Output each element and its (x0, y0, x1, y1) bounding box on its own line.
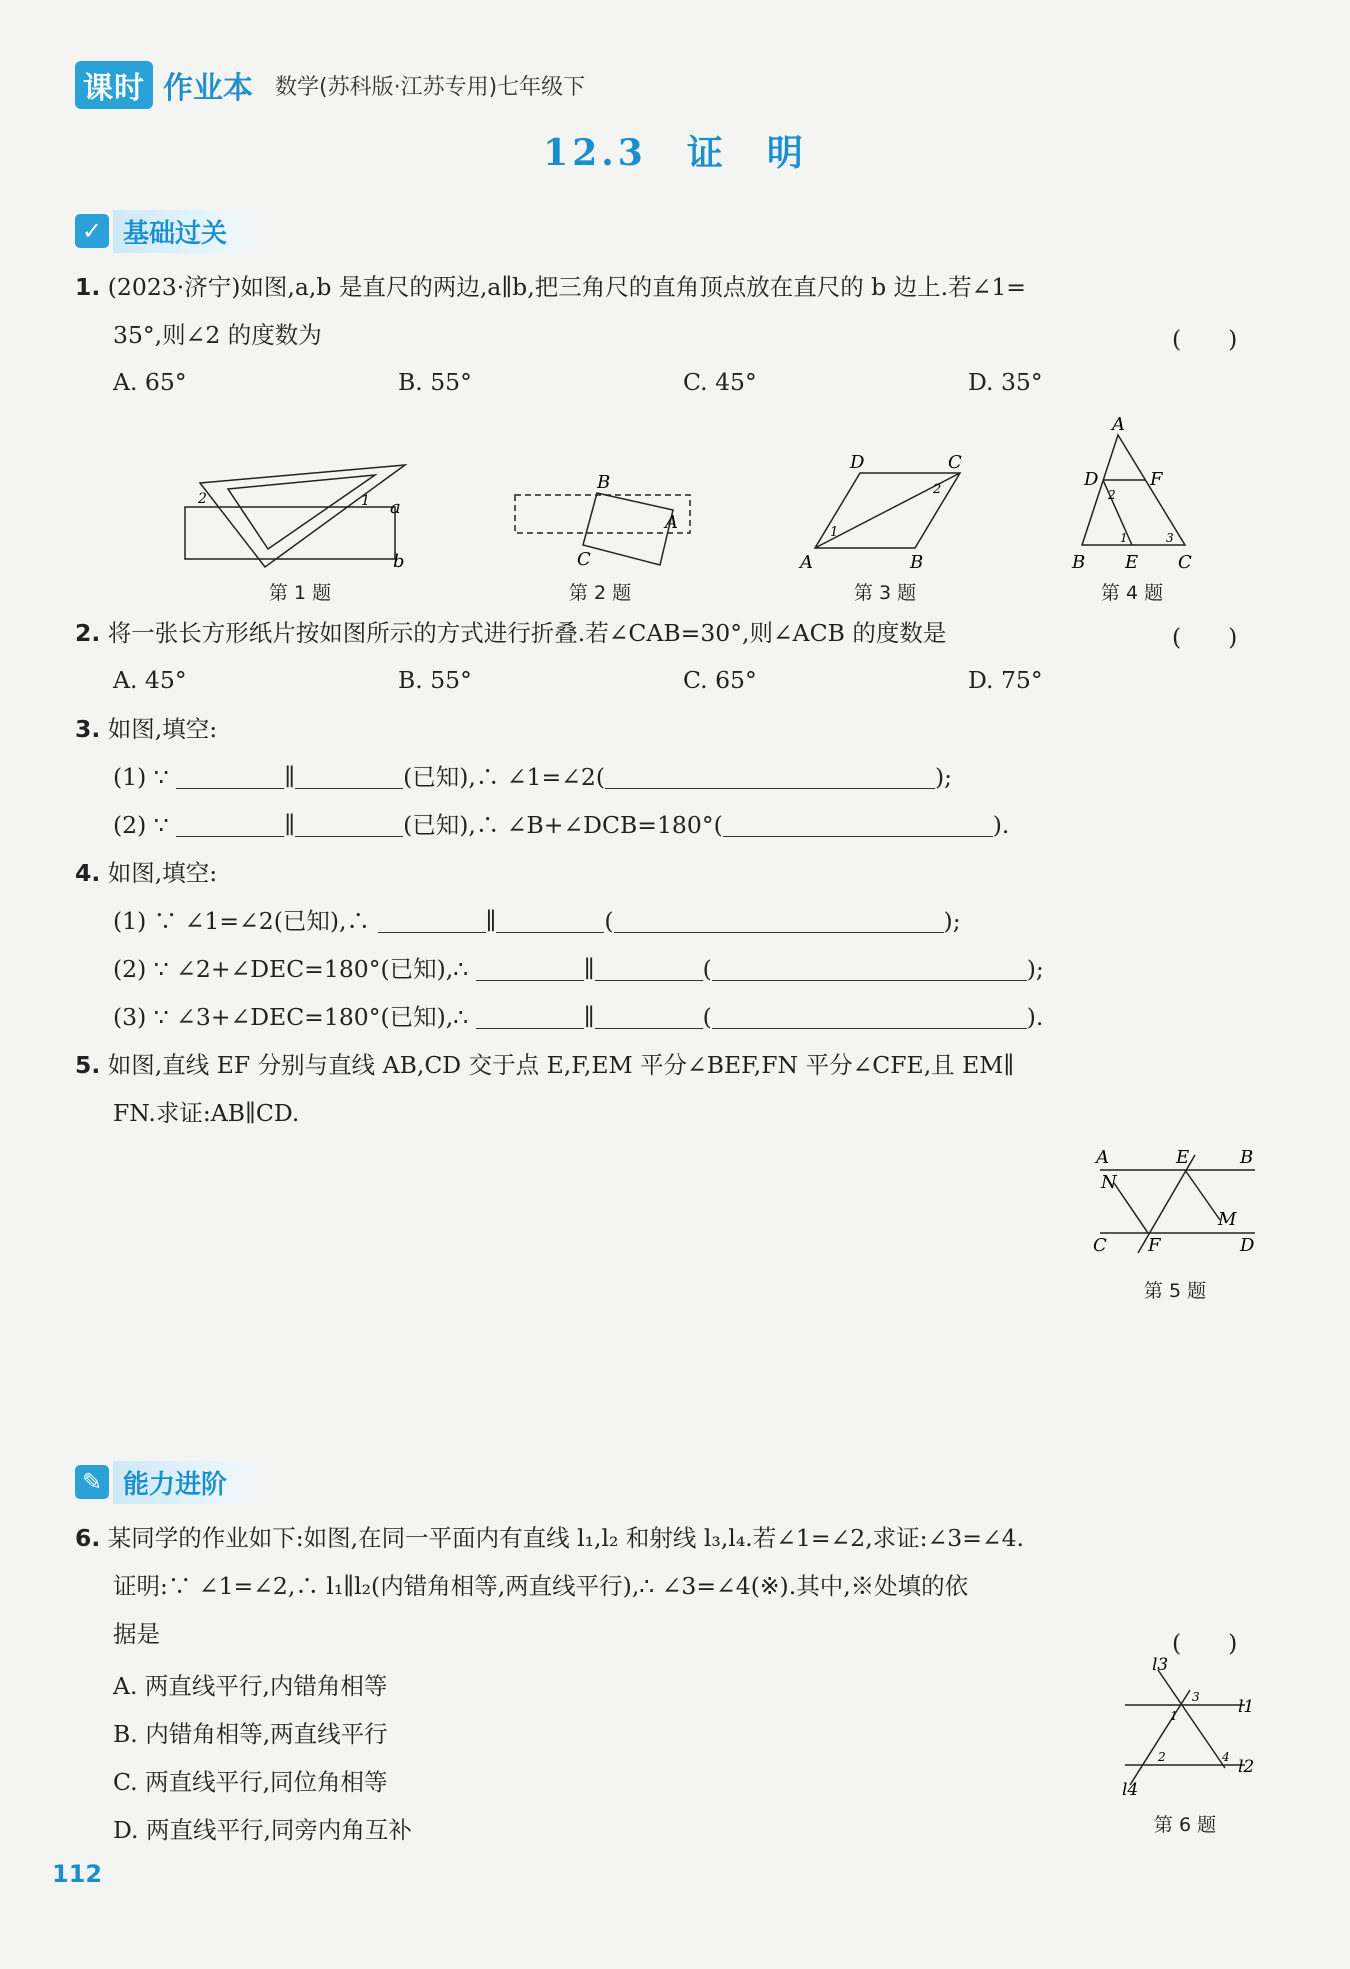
folded-strip-dashed (515, 495, 690, 533)
q4-s1-end: ); (943, 907, 961, 935)
q2-line1 (75, 618, 946, 648)
q3-s2-blank1[interactable] (176, 814, 284, 837)
figure-6-diagram (1110, 1650, 1270, 1795)
fig1-label-b: b (393, 551, 405, 572)
q6-option-d: D. 两直线平行,同旁内角互补 (113, 1816, 412, 1844)
q4-s1-pre: (1) ∵ ∠1=∠2(已知),∴ (113, 907, 371, 935)
q1-answer-paren: ( ) (1172, 325, 1238, 353)
q1-line2: 35°,则∠2 的度数为 (113, 321, 322, 349)
q4-line1 (75, 858, 217, 888)
q4-s3-end: ). (1026, 1003, 1044, 1031)
pencil-icon: ✎ (75, 1465, 109, 1499)
q1-option-a: A. 65° (113, 368, 187, 396)
page-number: 112 (52, 1860, 103, 1888)
q4-s3-parallel: ∥ (583, 1003, 595, 1031)
fig5-label-e: E (1176, 1147, 1190, 1168)
q6-line2: 证明:∵ ∠1=∠2,∴ l₁∥l₂(内错角相等,两直线平行),∴ ∠3=∠4(※).其中,※处填的依 (113, 1572, 969, 1600)
fig5-label-b: B (1240, 1147, 1254, 1168)
q3-s2-blank3[interactable] (723, 814, 993, 837)
q3-line1 (75, 714, 217, 744)
fig3-label-1: 1 (830, 525, 839, 540)
fig2-label-b: B (597, 472, 611, 493)
figure-2-diagram (505, 465, 700, 575)
figure-5-caption: 第 5 题 (1143, 1280, 1207, 1302)
q4-sub2 (113, 954, 1044, 984)
fig4-label-d: D (1084, 469, 1099, 490)
q1-option-b: B. 55° (398, 368, 472, 396)
fig5-label-a: A (1096, 1147, 1109, 1168)
brand-logo: 课时 (75, 61, 153, 109)
fig1-label-a: a (390, 497, 401, 518)
q6-line3: 据是 (113, 1620, 160, 1648)
folded-strip (583, 493, 673, 565)
fig6-label-3: 3 (1192, 1690, 1200, 1704)
q3-s2-pre: (2) ∵ (113, 811, 169, 839)
q3-s1-parallel: ∥ (284, 763, 296, 791)
q3-s2-mid: (已知),∴ ∠B+∠DCB=180°( (403, 811, 723, 839)
section-basic-header (75, 212, 267, 250)
section-advanced-header (75, 1463, 267, 1501)
q4-number: 4. (75, 859, 101, 887)
q1-text1: (2023·济宁)如图,a,b 是直尺的两边,a∥b,把三角尺的直角顶点放在直尺的 b 边上.若∠1= (107, 273, 1026, 301)
q2-option-a: A. 45° (113, 666, 187, 694)
fig1-label-2: 2 (198, 491, 207, 507)
figure-1-caption: 第 1 题 (268, 582, 332, 604)
fig6-label-l4: l4 (1122, 1780, 1139, 1795)
q4-s2-parallel: ∥ (583, 955, 595, 983)
fig5-label-n: N (1101, 1172, 1117, 1193)
figure-6-caption: 第 6 题 (1153, 1814, 1217, 1836)
q3-s1-blank3[interactable] (605, 766, 935, 789)
triangle-abc (1082, 435, 1185, 545)
fig4-label-3: 3 (1166, 531, 1174, 545)
fig5-label-d: D (1240, 1235, 1255, 1256)
q4-s2-mid: ( (702, 955, 712, 983)
q4-s3-pre: (3) ∵ ∠3+∠DEC=180°(已知),∴ (113, 1003, 469, 1031)
fig3-label-b: B (910, 552, 924, 573)
q6-text1: 某同学的作业如下:如图,在同一平面内有直线 l₁,l₂ 和射线 l₃,l₄.若∠1=∠2,求证:∠3=∠4. (107, 1524, 1025, 1552)
q6-answer-paren: ( ) (1172, 1629, 1238, 1657)
ray-l3 (1158, 1670, 1225, 1768)
fig4-label-f: F (1150, 469, 1163, 490)
figure-2-caption: 第 2 题 (568, 582, 632, 604)
triangle-outer (200, 465, 405, 567)
fig4-label-c: C (1178, 552, 1192, 573)
q3-s1-blank2[interactable] (295, 766, 403, 789)
q2-option-c: C. 65° (683, 666, 757, 694)
figure-3-caption: 第 3 题 (853, 582, 917, 604)
q6-option-c: C. 两直线平行,同位角相等 (113, 1768, 388, 1796)
q3-s1-blank1[interactable] (176, 766, 284, 789)
fig4-label-a: A (1112, 415, 1125, 435)
q4-s2-blank1[interactable] (476, 958, 584, 981)
q4-s1-blank2[interactable] (496, 910, 604, 933)
q3-sub1 (113, 762, 952, 792)
q4-sub1 (113, 906, 961, 936)
header-subtitle: 数学(苏科版·江苏专用)七年级下 (275, 74, 586, 100)
q6-number: 6. (75, 1524, 101, 1552)
figure-1-diagram (180, 455, 420, 580)
q4-s1-blank1[interactable] (378, 910, 486, 933)
q5-line2: FN.求证:AB∥CD. (113, 1099, 300, 1127)
q3-s2-parallel: ∥ (284, 811, 296, 839)
q4-s3-blank1[interactable] (476, 1006, 584, 1029)
q4-s1-blank3[interactable] (614, 910, 944, 933)
q6-option-a: A. 两直线平行,内错角相等 (113, 1672, 388, 1700)
fig1-label-1: 1 (361, 493, 370, 509)
q5-number: 5. (75, 1051, 101, 1079)
ray-em (1185, 1170, 1220, 1220)
section-basic-label: 基础过关 (113, 210, 267, 253)
q4-s3-blank3[interactable] (712, 1006, 1027, 1029)
fig5-label-c: C (1093, 1235, 1107, 1256)
q3-number: 3. (75, 715, 101, 743)
q6-line1 (75, 1523, 1024, 1553)
fig3-label-a: A (800, 552, 813, 573)
q2-option-d: D. 75° (968, 666, 1043, 694)
fig2-label-c: C (577, 549, 591, 570)
q2-answer-paren: ( ) (1172, 623, 1238, 651)
q6-option-b: B. 内错角相等,两直线平行 (113, 1720, 388, 1748)
header-brand (75, 64, 585, 106)
section-advanced-label: 能力进阶 (113, 1461, 267, 1504)
fig4-label-e: E (1125, 552, 1139, 573)
fig6-label-4: 4 (1222, 1750, 1230, 1764)
fig5-label-f: F (1148, 1235, 1161, 1256)
q3-s2-blank2[interactable] (295, 814, 403, 837)
q3-s1-mid: (已知),∴ ∠1=∠2( (403, 763, 605, 791)
figure-4-caption: 第 4 题 (1100, 582, 1164, 604)
fig6-label-l1: l1 (1238, 1697, 1255, 1717)
fig4-label-1: 1 (1120, 531, 1128, 545)
fig6-label-2: 2 (1158, 1750, 1166, 1764)
q3-s2-end: ). (992, 811, 1010, 839)
fig6-label-l3: l3 (1152, 1655, 1169, 1675)
checkmark-icon: ✓ (75, 214, 109, 248)
fig3-label-2: 2 (933, 482, 942, 497)
q3-stem: 如图,填空: (107, 715, 218, 743)
q1-number: 1. (75, 273, 101, 301)
q5-text1: 如图,直线 EF 分别与直线 AB,CD 交于点 E,F,EM 平分∠BEF,FN 平分∠CFE,且 EM∥ (107, 1051, 1015, 1079)
fig5-label-m: M (1218, 1209, 1237, 1230)
q4-sub3 (113, 1002, 1043, 1032)
q4-s2-blank2[interactable] (595, 958, 703, 981)
q3-s1-pre: (1) ∵ (113, 763, 169, 791)
figure-5-diagram (1090, 1145, 1265, 1265)
q4-s1-parallel: ∥ (485, 907, 497, 935)
q2-option-b: B. 55° (398, 666, 472, 694)
fig3-label-c: C (948, 452, 962, 473)
fig4-label-2: 2 (1108, 488, 1116, 502)
q2-text1: 将一张长方形纸片按如图所示的方式进行折叠.若∠CAB=30°,则∠ACB 的度数是 (107, 619, 947, 647)
fig4-label-b: B (1072, 552, 1086, 573)
q4-s2-blank3[interactable] (712, 958, 1027, 981)
q4-s1-mid: ( (604, 907, 614, 935)
q4-s2-end: ); (1026, 955, 1044, 983)
q4-s3-blank2[interactable] (595, 1006, 703, 1029)
q4-stem: 如图,填空: (107, 859, 218, 887)
q2-number: 2. (75, 619, 101, 647)
page-title: 12.3 证 明 (543, 132, 807, 174)
fig6-label-1: 1 (1170, 1709, 1178, 1723)
brand-text: 作业本 (163, 71, 253, 106)
figure-4-diagram (1070, 415, 1200, 580)
q3-sub2 (113, 810, 1009, 840)
triangle-inner (228, 475, 375, 549)
figure-3-diagram (795, 448, 975, 578)
q1-option-c: C. 45° (683, 368, 757, 396)
q4-s2-pre: (2) ∵ ∠2+∠DEC=180°(已知),∴ (113, 955, 469, 983)
q4-s3-mid: ( (702, 1003, 712, 1031)
q1-line1 (75, 272, 1026, 302)
fig2-label-a: A (665, 512, 678, 533)
q1-option-d: D. 35° (968, 368, 1043, 396)
ray-fn (1114, 1183, 1148, 1233)
fig3-label-d: D (850, 452, 865, 473)
q5-line1 (75, 1050, 1014, 1080)
q3-s1-end: ); (934, 763, 953, 791)
fig6-label-l2: l2 (1238, 1757, 1255, 1777)
